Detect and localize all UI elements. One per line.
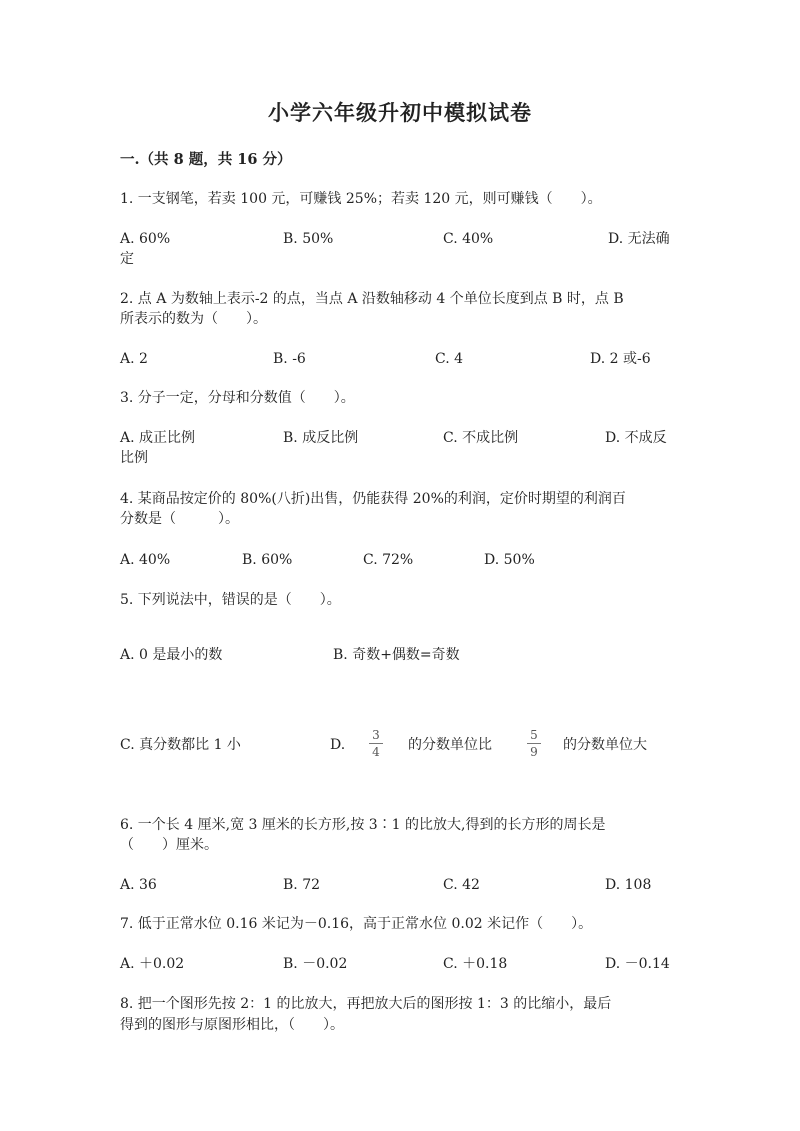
question-5-option-d-text: 的分数单位比 [408,737,492,753]
question-2-option-a[interactable]: A. 2 [120,351,148,367]
question-5-option-c[interactable]: C. 真分数都比 1 小 [120,737,241,753]
question-7-text: 7. 低于正常水位 0.16 米记为－0.16，高于正常水位 0.02 米记作（ ）。 [120,916,593,932]
question-3-option-d-continued: 比例 [120,450,148,466]
fraction-three-quarters [368,728,384,759]
fraction-denominator: 4 [372,745,380,759]
question-4-text-line-1: 4. 某商品按定价的 80%(八折)出售，仍能获得 20%的利润，定价时期望的利润百 [120,491,626,507]
question-6-option-a[interactable]: A. 36 [120,877,157,893]
question-7-option-b[interactable]: B. －0.02 [283,956,348,972]
question-5-option-a[interactable]: A. 0 是最小的数 [120,647,223,663]
question-6-option-b[interactable]: B. 72 [283,877,321,893]
page-title: 小学六年级升初中模拟试卷 [268,100,532,125]
question-5-option-b[interactable]: B. 奇数+偶数=奇数 [333,647,460,663]
question-6-option-c[interactable]: C. 42 [443,877,480,893]
question-1-option-c[interactable]: C. 40% [443,231,494,247]
question-2-text-line-1: 2. 点 A 为数轴上表示-2 的点，当点 A 沿数轴移动 4 个单位长度到点 B 时，点 B [120,291,624,307]
question-1-option-d[interactable]: D. 无法确 [608,231,670,247]
question-2-option-c[interactable]: C. 4 [435,351,464,367]
question-8-text-line-2: 得到的图形与原图形相比，（ ）。 [120,1017,344,1033]
question-6-text-line-2: （ ）厘米。 [120,837,218,853]
question-7-option-d[interactable]: D. －0.14 [605,956,670,972]
fraction-numerator: 3 [372,728,380,742]
question-4-option-d[interactable]: D. 50% [484,552,535,568]
fraction-bar [369,743,383,744]
question-2-text-line-2: 所表示的数为（ ）。 [120,311,267,327]
question-1-option-d-continued: 定 [120,251,134,267]
question-5-option-d-text-end: 的分数单位大 [563,737,647,753]
question-1-option-a[interactable]: A. 60% [120,231,171,247]
question-3-option-d[interactable]: D. 不成反 [605,430,667,446]
question-4-option-a[interactable]: A. 40% [120,552,171,568]
question-3-option-c[interactable]: C. 不成比例 [443,430,519,446]
question-3-option-b[interactable]: B. 成反比例 [283,430,359,446]
question-5-option-d[interactable]: D. [330,737,346,753]
section-heading: 一.（共 8 题，共 16 分） [120,151,292,168]
question-3-text: 3. 分子一定，分母和分数值（ ）。 [120,390,355,406]
question-6-option-d[interactable]: D. 108 [605,877,652,893]
question-7-option-a[interactable]: A. ＋0.02 [120,956,185,972]
question-2-option-d[interactable]: D. 2 或-6 [590,351,651,367]
question-3-option-a[interactable]: A. 成正比例 [120,430,196,446]
question-4-text-line-2: 分数是（ ）。 [120,511,239,527]
question-2-option-b[interactable]: B. -6 [273,351,306,367]
question-6-text-line-1: 6. 一个长 4 厘米,宽 3 厘米的长方形,按 3∶1 的比放大,得到的长方形的周长是 [120,817,606,833]
fraction-bar [527,743,541,744]
question-4-option-c[interactable]: C. 72% [363,552,414,568]
fraction-denominator: 9 [530,745,538,759]
question-1-text: 1. 一支钢笔，若卖 100 元，可赚钱 25%；若卖 120 元，则可赚钱（ ）。 [120,191,602,207]
question-1-option-b[interactable]: B. 50% [283,231,334,247]
fraction-numerator: 5 [530,728,538,742]
question-7-option-c[interactable]: C. ＋0.18 [443,956,508,972]
question-8-text-line-1: 8. 把一个图形先按 2：1 的比放大，再把放大后的图形按 1：3 的比缩小，最后 [120,996,612,1012]
question-5-text: 5. 下列说法中，错误的是（ ）。 [120,592,341,608]
question-4-option-b[interactable]: B. 60% [242,552,293,568]
fraction-five-ninths [526,728,542,759]
